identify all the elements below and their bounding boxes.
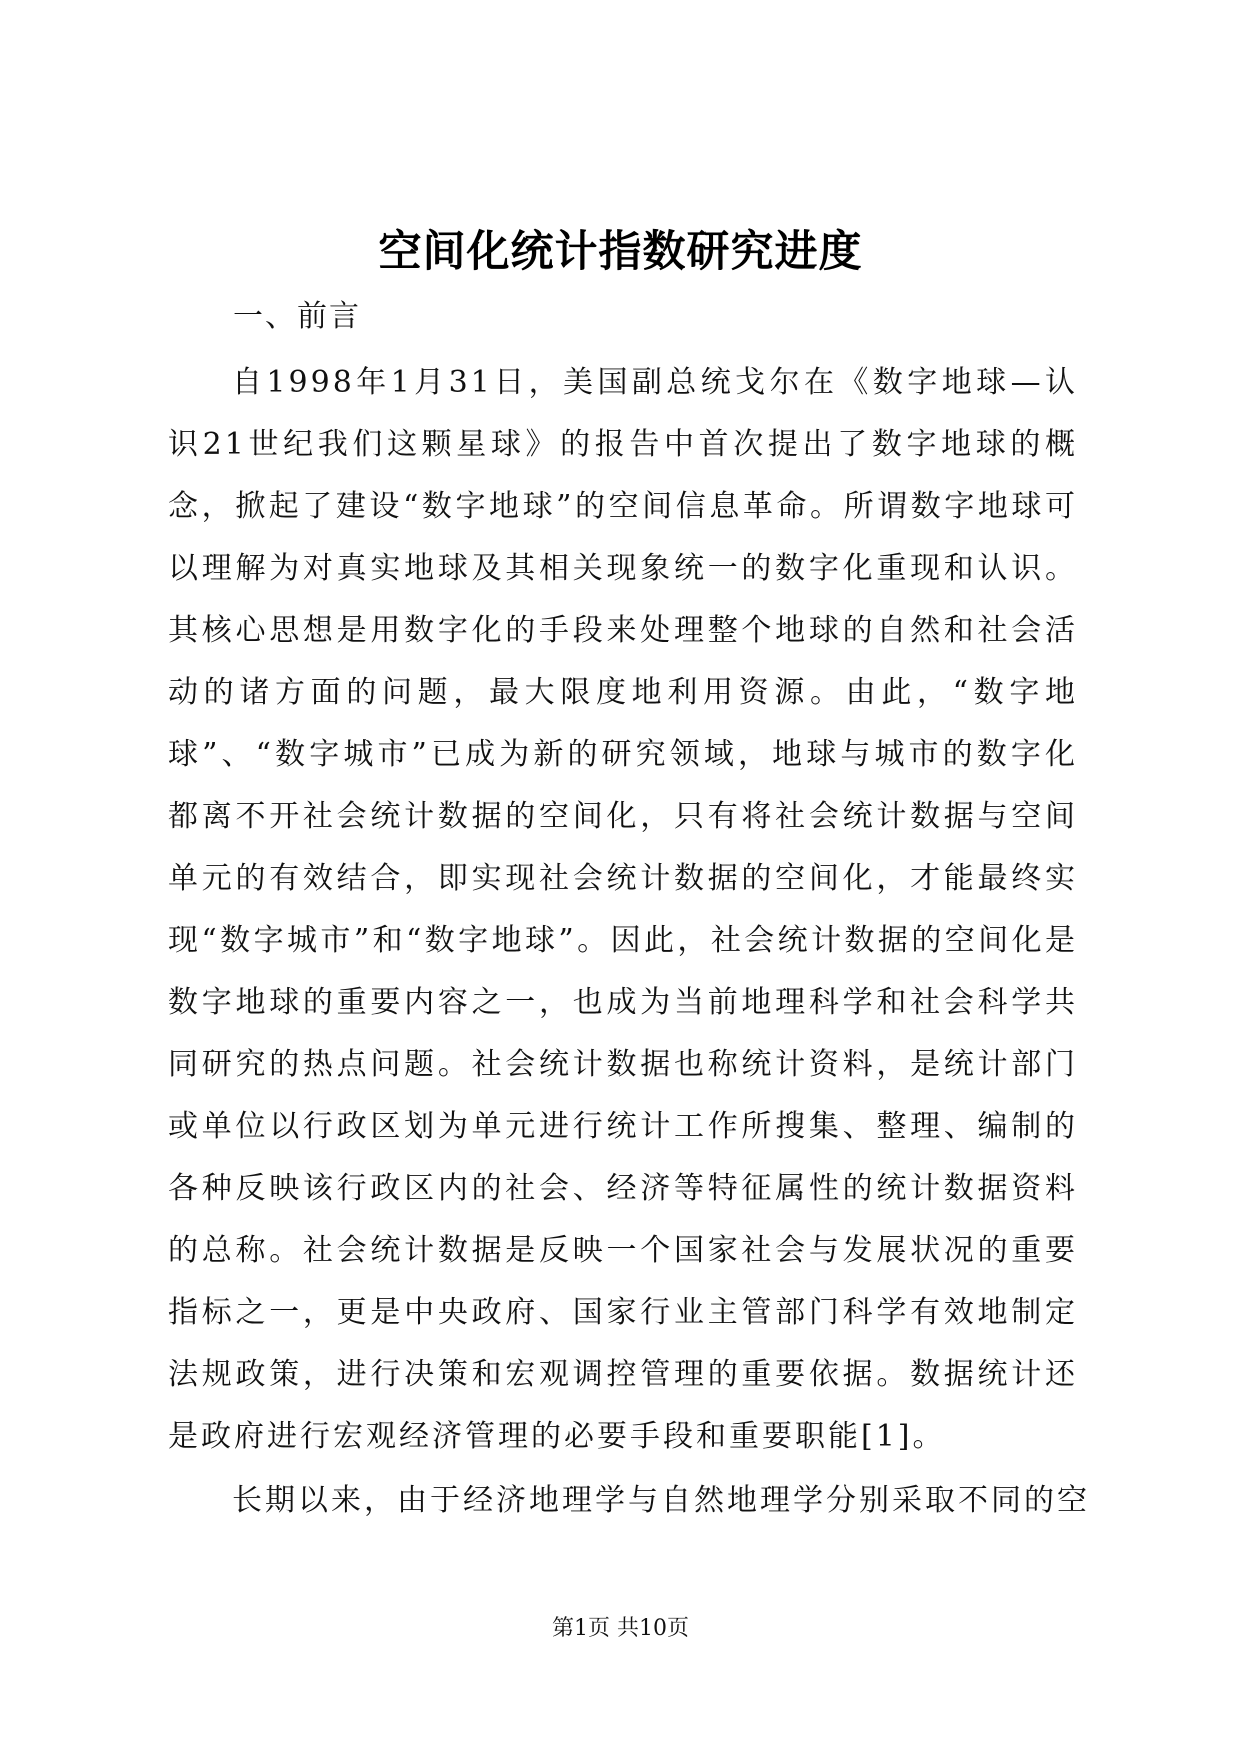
body-paragraph-2: 长期以来，由于经济地理学与自然地理学分别采取不同的空 xyxy=(232,1483,1090,1518)
page-number-footer: 第1页 共10页 xyxy=(552,1616,689,1641)
body-paragraph-1: 自1998年1月31日，美国副总统戈尔在《数字地球—认识21世纪我们这颗星球》的报告中首次提出了数字地球的概念，掀起了建设“数字地球”的空间信息革命。所谓数字地球可以理解为对真实地球及其相关现象统一的数字化重现和认识。其核心思想是用数字化的手段来处理整个地球的自然和社会活动的诸方面的问题，最大限度地利用资源。由此，“数字地球”、“数字城市”已成为新的研究领域，地球与城市的数字化都离不开社会统计数据的空间化，只有将社会统计数据与空间单元的有效结合，即实现社会统计数据的空间化，才能最终实现“数字城市”和“数字地球”。因此，社会统计数据的空间化是数字地球的重要内容之一，也成为当前地理科学和社会科学共同研究的热点问题。社会统计数据也称统计资料，是统计部门或单位以行政区划为单元进行统计工作所搜集、整理、编制的各种反映该行政区内的社会、经济等特征属性的统计数据资料的总称。社会统计数据是反映一个国家社会与发展状况的重要指标之一，更是中央政府、国家行业主管部门科学有效地制定法规政策，进行决策和宏观调控管理的重要依据。数据统计还是政府进行宏观经济管理的必要手段和重要职能[1]。 xyxy=(168,365,1078,1454)
section-heading: 一、前言 xyxy=(233,299,361,334)
document-title: 空间化统计指数研究进度 xyxy=(378,227,863,277)
